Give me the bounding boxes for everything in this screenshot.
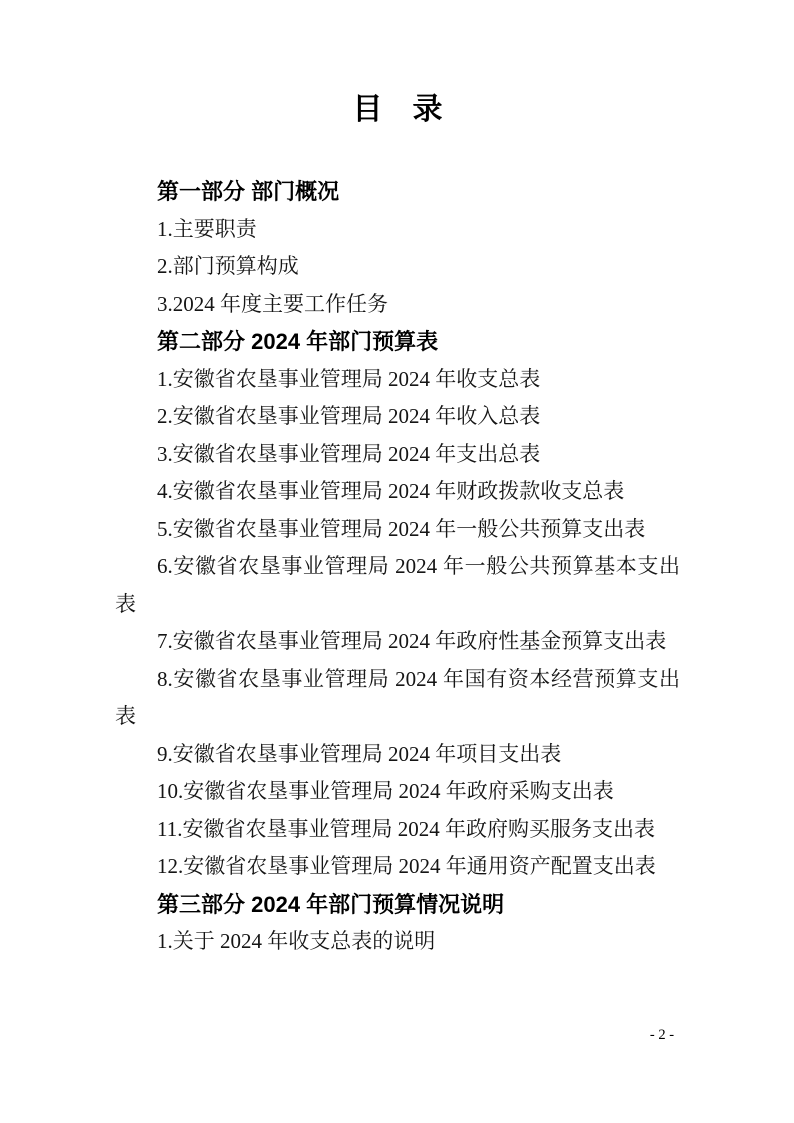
toc-item: 2.部门预算构成 (157, 254, 299, 278)
toc-item: 4.安徽省农垦事业管理局 2024 年财政拨款收支总表 (157, 479, 625, 503)
toc-item: 5.安徽省农垦事业管理局 2024 年一般公共预算支出表 (157, 516, 646, 541)
toc-item: 3.安徽省农垦事业管理局 2024 年支出总表 (157, 441, 541, 466)
section-items (115, 211, 680, 324)
toc-section (115, 886, 680, 961)
toc-item: 9.安徽省农垦事业管理局 2024 年项目支出表 (157, 741, 562, 766)
toc-item: 7.安徽省农垦事业管理局 2024 年政府性基金预算支出表 (157, 629, 667, 653)
section-heading: 第二部分 2024 年部门预算表 (157, 329, 439, 354)
toc-item: 2.安徽省农垦事业管理局 2024 年收入总表 (157, 404, 541, 428)
toc-section (115, 173, 680, 323)
section-items (115, 361, 680, 886)
toc-section (115, 323, 680, 886)
toc-item: 8.安徽省农垦事业管理局 2024 年国有资本经营预算支出表 (115, 666, 680, 728)
toc-item: 1.主要职责 (157, 216, 257, 241)
section-heading: 第一部分 部门概况 (157, 179, 340, 204)
toc-item: 6.安徽省农垦事业管理局 2024 年一般公共预算基本支出表 (115, 554, 680, 616)
toc-item: 1.关于 2024 年收支总表的说明 (157, 929, 436, 953)
toc (115, 173, 680, 961)
section-heading: 第三部分 2024 年部门预算情况说明 (157, 891, 505, 917)
toc-item: 1.安徽省农垦事业管理局 2024 年收支总表 (157, 366, 541, 391)
toc-item: 3.2024 年度主要工作任务 (157, 291, 388, 316)
toc-item: 10.安徽省农垦事业管理局 2024 年政府采购支出表 (157, 779, 614, 803)
section-items (115, 923, 680, 961)
toc-item: 12.安徽省农垦事业管理局 2024 年通用资产配置支出表 (157, 854, 656, 878)
toc-item: 11.安徽省农垦事业管理局 2024 年政府购买服务支出表 (157, 816, 655, 841)
page-number: - 2 - (649, 1027, 675, 1043)
page-title: 目 录 (352, 93, 443, 126)
